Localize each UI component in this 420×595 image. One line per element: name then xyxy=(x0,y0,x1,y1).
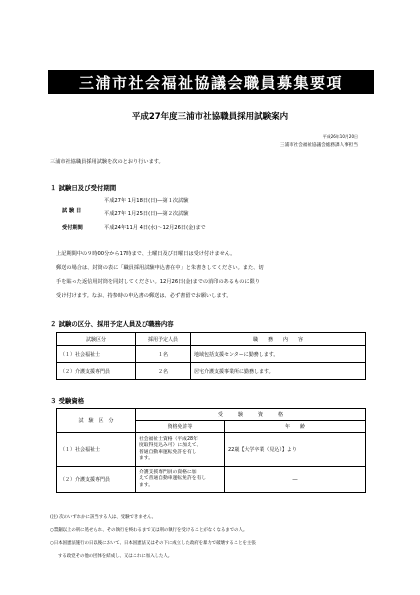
table-header-category: 試 験 区 分 xyxy=(57,409,136,433)
license-line: 度取得見込み可）に加えて、 xyxy=(139,443,202,449)
table-row xyxy=(57,346,366,363)
table-header-count: 採用予定人員 xyxy=(136,333,191,346)
table-header-license: 資格免許等 xyxy=(136,421,225,433)
table-header-qualification: 受 験 資 格 xyxy=(136,409,366,421)
section-1-paragraph-line-1: 上記期間中の９時00分から17時まで、土曜日及び日曜日は受け付けません。 xyxy=(56,251,236,257)
table-cell-age: ― xyxy=(225,467,366,493)
section-1-heading: １ 試験日及び受付期間 xyxy=(50,184,117,192)
intro-text: 三浦市社協職員採用試験を次のとおり行います。 xyxy=(50,159,164,165)
reception-period-label: 受付期間 xyxy=(62,225,83,231)
table-row xyxy=(57,467,366,493)
table-cell-count: ２名 xyxy=(136,363,191,380)
issue-date: 平成26年10月20日 xyxy=(322,134,358,139)
document-subtitle: 平成27年度三浦市社協職員採用試験案内 xyxy=(131,112,289,122)
section-1-paragraph-line-4: 受け付けます。なお、持参時の申込書の郵送は、必ず書留でお願いします。 xyxy=(56,293,232,299)
eligibility-note-item: ○日本国憲法施行の日以後において、日本国憲法又はその下に成立した政府を暴力で破壊することを主張 xyxy=(50,541,256,546)
table-cell-license xyxy=(136,467,225,493)
table-row xyxy=(57,363,366,380)
table-cell-category: （２）介護支援専門員 xyxy=(57,467,136,493)
license-line: ます。 xyxy=(139,455,154,461)
issuer-organization: 三浦市社会福祉協議会総務課人事担当 xyxy=(279,143,358,148)
table-cell-license xyxy=(136,433,225,467)
eligibility-note: (注) 次のいずれかに該当する人は、受験できません。 xyxy=(50,515,157,520)
exam-date-label: 試 験 日 xyxy=(62,208,82,214)
eligibility-note-item: ○禁錮以上の刑に処せられ、その執行を終わるまで又は刑の執行を受けることがなくなるまでの人。 xyxy=(50,528,248,533)
table-cell-count: １名 xyxy=(136,346,191,363)
license-line: ます。 xyxy=(139,482,154,488)
section-3-heading: ３ 受験資格 xyxy=(50,397,85,405)
table-cell-category: （１）社会福祉士 xyxy=(57,346,136,363)
section-1-paragraph-line-2: 郵送の場合は、封筒の表に「職員採用試験申込書在中」と朱書きしてください。また、切 xyxy=(56,265,264,271)
license-line: えて普通自動車運転免許を有し xyxy=(139,476,207,482)
license-line: 普通自動車運転免許を有し xyxy=(139,449,197,455)
recruitment-table xyxy=(56,332,366,380)
license-line: 介護支援専門員の資格に加 xyxy=(139,469,197,475)
table-cell-age: 22歳【大学卒業（見込）】より xyxy=(225,433,366,467)
exam-date-1: 平成27年 1月18日(日)―第１次試験 xyxy=(104,198,189,204)
table-cell-duties: 地域包括支援センターに勤務します。 xyxy=(191,346,366,363)
eligibility-note-item: する政党その他の団体を結成し、又はこれに加入した人。 xyxy=(58,554,173,559)
document-title: 三浦市社会福祉協議会職員募集要項 xyxy=(48,70,374,94)
eligibility-table xyxy=(56,408,366,493)
table-cell-category: （１）社会福祉士 xyxy=(57,433,136,467)
exam-date-2: 平成27年 1月25日(日)―第２次試験 xyxy=(104,211,189,217)
table-header-duties: 職 務 内 容 xyxy=(191,333,366,346)
table-cell-duties: 居宅介護支援事業所に勤務します。 xyxy=(191,363,366,380)
table-header-row xyxy=(57,409,366,421)
table-cell-category: （２）介護支援専門員 xyxy=(57,363,136,380)
license-line: 社会福祉士資格（平成28年 xyxy=(139,436,198,442)
section-1-paragraph-line-3: 手を貼った返信用封筒を同封してください。12月26日(金)までの消印のあるものに限り xyxy=(56,279,260,285)
table-header-category: 試験区分 xyxy=(57,333,136,346)
table-header-age: 年 齢 xyxy=(225,421,366,433)
reception-period: 平成24年11月 4日(水)～12月26日(金)まで xyxy=(104,225,206,231)
table-header-row xyxy=(57,333,366,346)
table-row xyxy=(57,433,366,467)
section-2-heading: ２ 試験の区分、採用予定人員及び職務内容 xyxy=(50,320,174,328)
